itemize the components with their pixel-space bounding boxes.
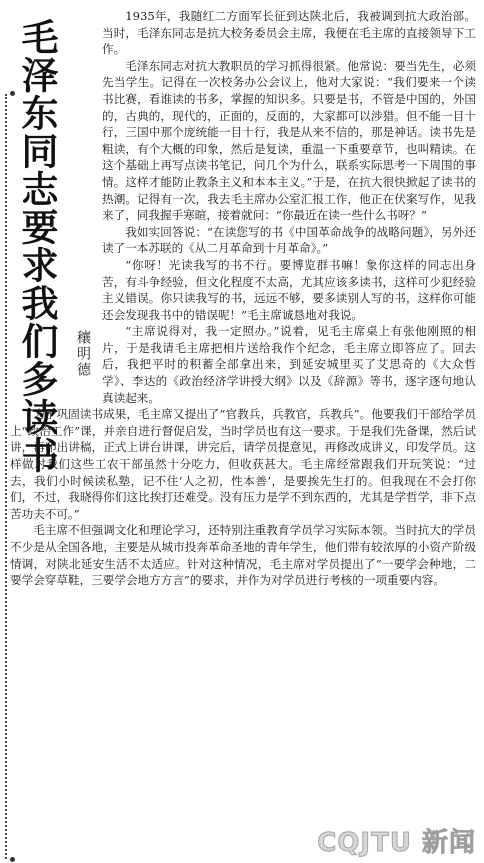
article-paragraph-4: “你呀！光读我写的书不行。要博览群书嘛！象你这样的同志出身苦，有斗争经验，但文化程度不太高，尤其应该多读书，这样可少犯经验主义错误。你只读我写的书，远远不够，要多读别人写的书，这样你可能还会发现我书中的错误呢！”毛主席诚恳地对我说。 <box>102 257 476 322</box>
article-paragraph-3: 我如实回答说：“在读您写的书《中国革命战争的战略问题》，另外还读了一本苏联的《从二月革命到十月革命》。” <box>102 224 476 256</box>
article-paragraph-1: 1935年，我随红二方面军长征到达陕北后，我被调到抗大政治部。当时，毛泽东同志是抗大校务委员会主席，我便在毛主席的直接领导下工作。 <box>102 9 476 57</box>
rule-dot-bottom <box>10 857 15 862</box>
vertical-dotted-rule <box>5 94 7 859</box>
article-paragraph-6: 为了巩固读书成果，毛主席又提出了“官教兵，兵教官，兵教兵”。他要我们干部给学员上“政治工作”课，并亲自进行督促启发，当时学员也有这一要求。于是我们先备课，然后试讲，再印出讲稿，正式上讲台讲课，讲完后，请学员提意见，再修改成讲义，印发学员。这样做对我们这些工农干部虽然十分吃力，但收获甚大。毛主席经常跟我们开玩笑说：“过去，我们小时候读私塾，记不住‘人之初，性本善’，是要挨先生打的。但我现在不会打你们，不过，我晓得你们这比挨打还难受。没有压力是学不到东西的，尤其是学哲学，非下点苦功夫不可。” <box>10 407 476 521</box>
article-author: 穰明德 <box>75 330 91 378</box>
article-paragraph-5: “主席说得对，我一定照办。”说着，见毛主席桌上有张他刚照的相片，于是我请毛主席把相片送给我作个纪念，毛主席立即答应了。回去后，我把平时的积蓄全部拿出来，到延安城里买了艾思奇的《大众哲学》、李达的《政治经济学讲授大纲》以及《辞源》等书，逐字逐句地认真读起来。 <box>102 324 476 405</box>
article-title: 毛泽东同志要求我们多读书 <box>15 18 58 474</box>
article-paragraph-7: 毛主席不但强调文化和理论学习，还特别注重教育学员学习实际本领。当时抗大的学员不少是从全国各地，主要是从城市投奔革命圣地的青年学生，他们带有较浓厚的小资产阶级情调，对陕北延安生活不太适应。针对这种情况，毛主席对学员提出了“一要学会种地，二要学会穿草鞋，三要学会地方方言”的要求，并作为对学员进行考核的一项重要内容。 <box>10 523 476 588</box>
article-paragraph-2: 毛泽东同志对抗大教职员的学习抓得很紧。他常说：要当先生，必须先当学生。记得在一次校务办公会议上，他对大家说：“我们要来一个读书比赛，看谁读的书多，掌握的知识多。只要是书，不管是中国的，外国的，古典的，现代的，正面的，反面的，大家都可以涉猎。但不能一目十行，三国中那个庞统能一目十行，我是从来不信的，那是神话。读书先是粗读，有个大概的印象，然后是复读，重温一下重要章节，也叫精读。在这个基础上再写点读书笔记，问几个为什么，联系实际思考一下周围的事情。这样才能防止教条主义和本本主义。”于是，在抗大很快掀起了读书的热潮。记得有一次，我去毛主席办公室汇报工作，他正在伏案写作，见我来了，同我握手寒暄，接着就问：“你最近在读一些什么书呀？” <box>102 58 476 223</box>
source-watermark: CQJTU 新闻 <box>317 828 476 858</box>
